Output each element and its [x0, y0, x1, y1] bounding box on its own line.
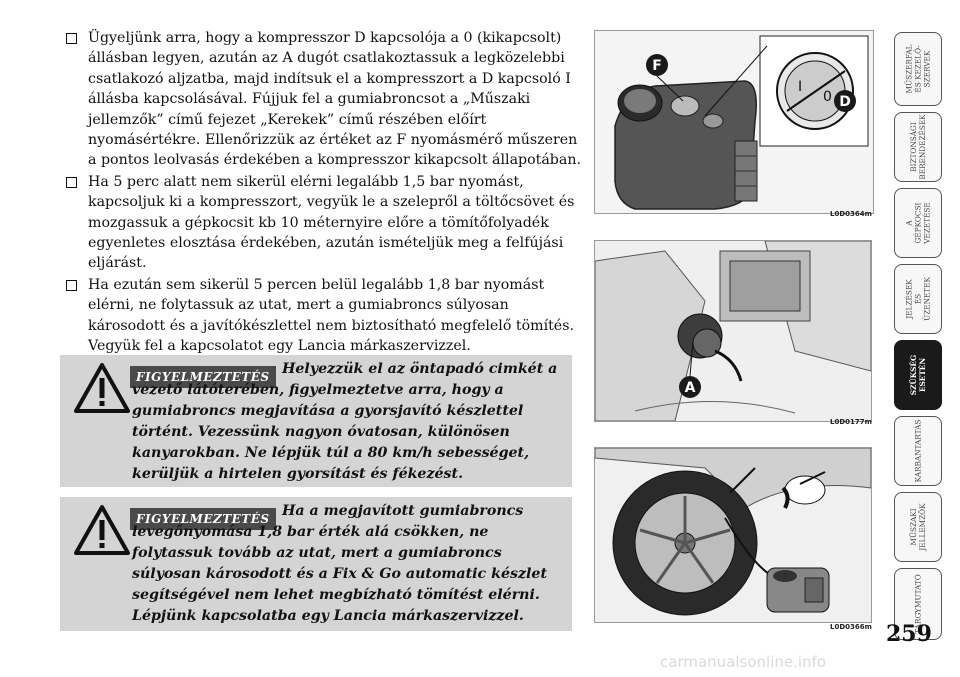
warning-label: FIGYELMEZTETÉS [130, 366, 276, 388]
figure-code: L0D0177m [830, 418, 872, 426]
warning-text: Ha a megjavított gumiabroncs levegőnyomása 1,8 bar érték alá csökken, ne folytassuk tovább az utat, mert a gumiabroncs súlyosan károsodott és a Fix & Go automatic készlet segítségével nem lehet megbízható tömítést elérni. Lépjünk kapcsolatba egy Lancia márkaszervizzel. [132, 503, 548, 624]
instruction-item [66, 28, 586, 171]
watermark: carmanualsonline.info [660, 653, 826, 671]
tab-biztonsagi[interactable]: BIZTONSÁGI BERENDEZÉSEK [894, 112, 942, 182]
tab-jelzesek[interactable]: JELZÉSEK ÉS ÜZENETEK [894, 264, 942, 334]
tab-muszaki-jellemzok[interactable]: MŰSZAKI JELLEMZŐK [894, 492, 942, 562]
figure-code: L0D0366m [830, 623, 872, 631]
checkbox-bullet-icon [66, 280, 77, 291]
page-number: 259 [886, 621, 932, 647]
tab-muszerfal[interactable]: MŰSZERFAL ÉS KEZELŐ- SZERVEK [894, 32, 942, 106]
wheel-inflation-figure [594, 447, 872, 623]
warning-text: Helyezzük el az öntapadó cimkét a vezető látóterében, figyelmeztetve arra, hogy a gumiabroncs megjavítása a gyorsjavító készlettel történt. Vezessünk nagyon óvatosan, különösen kanyarokban. Ne lépjük túl a 80 km/h sebességet, kerüljük a hirtelen gyorsítást és fékezést. [132, 361, 558, 482]
instruction-text: Ha 5 perc alatt nem sikerül elérni legalább 1,5 bar nyomást, kapcsoljuk ki a kompresszort, vegyük le a szelepről a töltőcsövet és mozgassuk a gépkocsit kb 10 méternyire előre a tömítőfolyadék egyenletes elosztása érdekében, azután ismételjük meg a felfújási eljárást. [88, 173, 575, 272]
checkbox-bullet-icon [66, 177, 77, 188]
warning-box [60, 497, 572, 631]
warning-triangle-icon [74, 505, 130, 555]
instruction-text: Ha ezután sem sikerül 5 percen belül legalább 1,8 bar nyomást elérni, ne folytassuk az utat, mert a gumiabroncs súlyosan károsodott és a javítókészlettel nem biztosítható megfelelő tömítés. Vegyük fel a kapcsolatot egy Lancia márkaszervizzel. [88, 276, 574, 355]
tab-szukseg-eseten[interactable]: SZÜKSÉG ESETÉN [894, 340, 942, 410]
callout-f-label: F [652, 58, 662, 74]
warning-label: FIGYELMEZTETÉS [130, 508, 276, 530]
callout-a-label: A [684, 380, 696, 396]
checkbox-bullet-icon [66, 33, 77, 44]
figure-code: L0D0364m [830, 210, 872, 218]
instruction-item [66, 172, 586, 274]
instruction-text: Ügyeljünk arra, hogy a kompresszor D kapcsolója a 0 (kikapcsolt) állásban legyen, azután az A dugót csatlakoztassuk a legközelebbi csatlakozó aljzatba, majd indítsuk el a kompresszort a D kapcsoló I állásba kapcsolásával. Fújjuk fel a gumiabroncsot a „Műszaki jellemzők” című fejezet „Kerekek” című részében előírt nyomásértékre. Ellenőrizzük az értéket az F nyomásmérő műszeren a pontos leolvasás érdekében a kompresszor kikapcsolt állapotában. [88, 30, 581, 169]
switch-mark-off: 0 [823, 89, 832, 105]
compressor-figure [594, 30, 874, 214]
tab-karbantartas[interactable]: KARBANTARTÁS [894, 416, 942, 486]
tab-targymutato[interactable]: TÁRGYMUTATÓ [894, 568, 942, 640]
instruction-item [66, 275, 586, 357]
instruction-list [66, 28, 586, 357]
switch-mark-on: I [798, 79, 803, 95]
socket-figure [594, 240, 872, 422]
warning-box [60, 355, 572, 487]
warning-triangle-icon [74, 363, 130, 413]
callout-d-label: D [839, 94, 851, 110]
tab-vezetes[interactable]: A GÉPKOCSI VEZETÉSE [894, 188, 942, 258]
